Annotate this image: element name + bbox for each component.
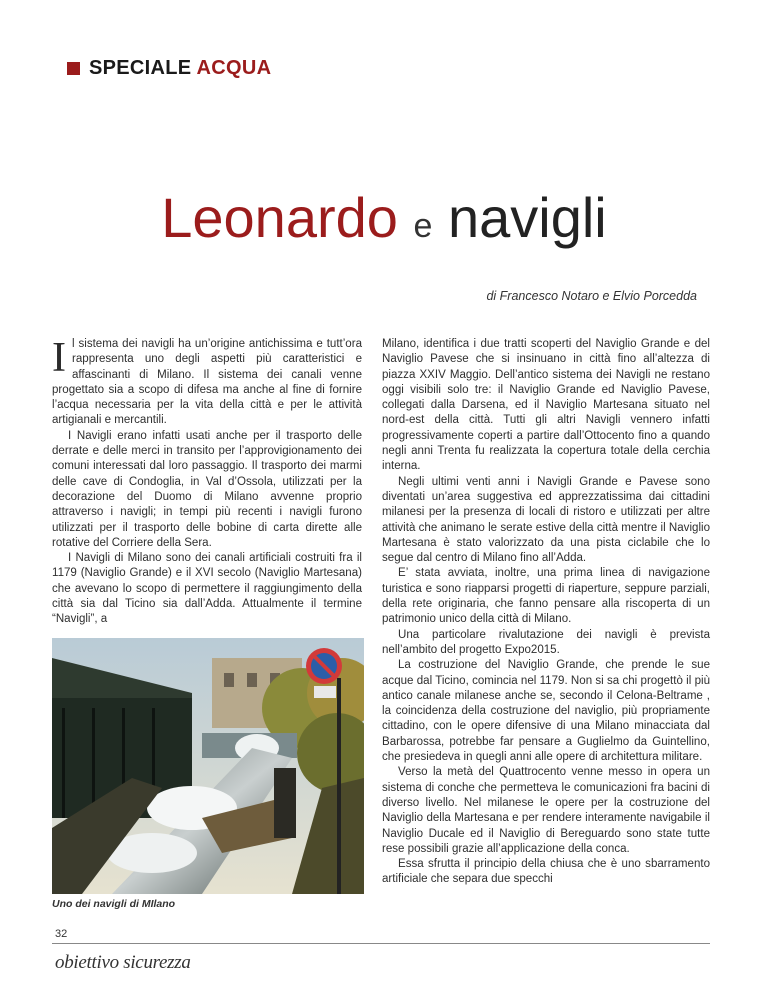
byline: di Francesco Notaro e Elvio Porcedda [486,289,697,303]
left-column [52,337,362,628]
paragraph-text: l sistema dei navigli ha un’origine antichissima e tutt’ora rappresenta uno degli aspetti più caratteristici e affascinanti di Milano. Il sistema dei canali venne progettato sia a scopo di difesa ma anche al fine di fornire l’acqua necessaria per la vita della città e per le attività artigianali e mercantili. [52,338,362,427]
section-accent: ACQUA [196,57,272,79]
right-column [382,337,710,888]
paragraph: Essa sfrutta il principio della chiusa che è uno sbarramento artificiale che separa due specchi [382,858,710,886]
section-bullet [67,62,80,75]
paragraph: La costruzione del Naviglio Grande, che prende le sue acque dal Ticino, comincia nel 1179. Non si sa chi progettò il più antico canale milanese anche se, secondo il Celona-Beltrame , la coincidenza della costruzione del naviglio, più propriamente cittadino, con le opere difensive di una Milano minacciata dal Barbarossa, potrebbe far pensare a Guglielmo da Guintellino, che presiedeva in quegli anni alle opere di architettura militare. [382,659,710,764]
title-part2: navigli [447,185,607,249]
article-title [0,186,768,258]
paragraph: Milano, identifica i due tratti scoperti del Naviglio Grande e del Naviglio Pavese che si insinuano in città fino all’altezza di piazza XXIV Maggio. Dell’antico sistema dei Navigli ne restano oggi visibili solo tre: il Naviglio Grande ed Naviglio Pavese, collegati dalla Darsena, ed il Naviglio Martesana situato nel nord-est della città. Tutti gli altri Navigli vennero infatti progressivamente coperti a partire dall’Ottocento fino a quando negli anni Trenta fu realizzata la copertura totale della cerchia interna. [382,338,710,473]
title-connector: e [413,206,433,245]
page-number: 32 [55,928,68,940]
title-part1: Leonardo [161,185,398,249]
paragraph: Verso la metà del Quattrocento venne messo in opera un sistema di conche che permetteva le comunicazioni fra bacini di diverso livello. Nel milanese le opere per la costruzione del Naviglio della Martesana e per rendere interamente navigabile il Naviglio Ducale ed il Naviglio di Bereguardo sono state tutte rese possibili grazie all’applicazione della conca. [382,766,710,855]
paragraph [52,337,362,429]
paragraph: I Navigli di Milano sono dei canali artificiali costruiti fra il 1179 (Naviglio Grande) e il XVI secolo (Naviglio Martesana) che avevano lo scopo di permettere il raggiungimento della città sia dal Ticino sia dall’Adda. Attualmente il termine “Navigli”, a [52,552,362,626]
paragraph: E’ stata avviata, inoltre, una prima linea di navigazione turistica e sono riapparsi progetti di riaperture, seppure parziali, della rete originaria, che fanno pensare alla riscoperta di un patrimonio unico della città di Milano. [382,567,710,626]
footer-rule [52,943,710,944]
photo-caption: Uno dei navigli di MIlano [52,898,176,910]
paragraph: I Navigli erano infatti usati anche per il trasporto delle derrate e delle merci in transito per l’approvigionamento dei comuni interessati dal loro passaggio. Il trasporto dei marmi delle cave di Condoglia, in Val d’Ossola, utilizzati per la decorazione del Duomo di Milano avvenne proprio attraverso i navigli; in tempi più recenti i navigli furono utilizzati per il trasporto delle bobine di carta dirette alle rotative del Corriere della Sera. [52,429,362,549]
paragraph: Negli ultimi venti anni i Navigli Grande e Pavese sono diventati un’area suggestiva ed apprezzatissima dai cittadini milanesi per la presenza di locali di ristoro e utilizzati per altre attività che animano le serate estive della città mentre il Naviglio Martesana è stato valorizzato da una pista ciclabile che lo segue dal centro di Milano fino all’Adda. [382,475,710,565]
section-label [89,57,271,80]
section-prefix: SPECIALE [89,57,192,79]
article-photo [52,638,364,894]
magazine-brand: obiettivo sicurezza [55,952,191,973]
paragraph: Una particolare rivalutazione dei navigli è prevista nell’ambito del progetto Expo2015. [382,628,710,656]
drop-cap: I [52,335,66,381]
